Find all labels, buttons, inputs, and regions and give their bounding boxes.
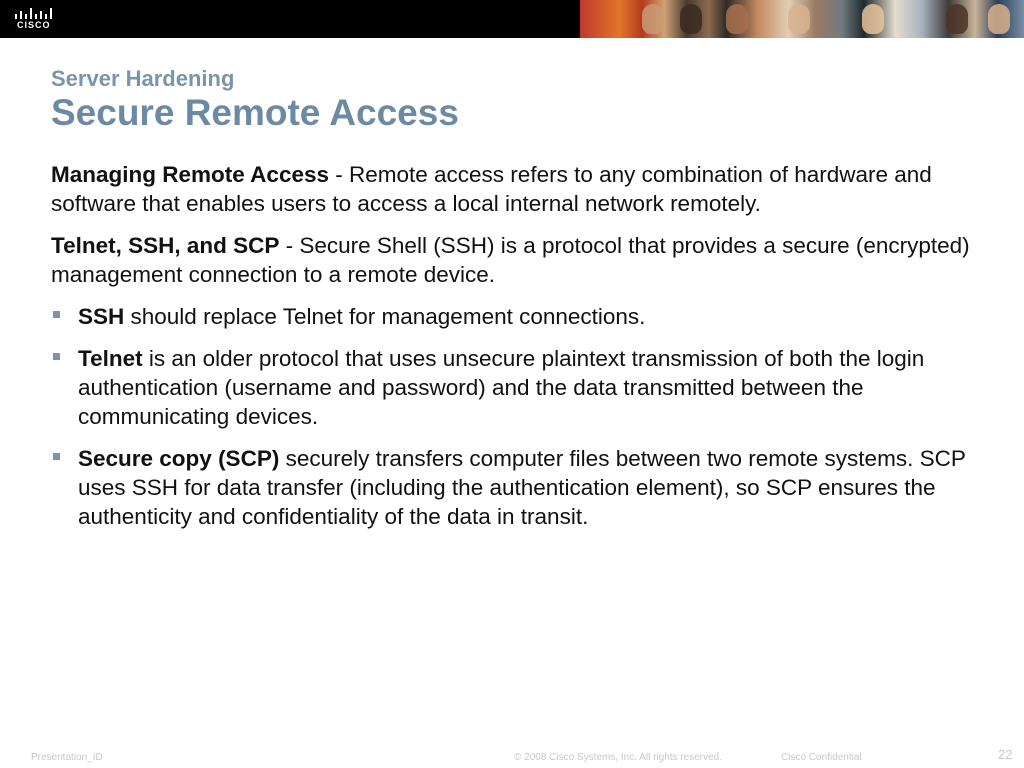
square-bullet-icon xyxy=(53,311,60,318)
footer-confidential: Cisco Confidential xyxy=(781,752,862,763)
square-bullet-icon xyxy=(53,353,60,360)
bullet-item-ssh xyxy=(51,302,971,331)
slide-title: Secure Remote Access xyxy=(51,92,459,133)
bullet-text: should replace Telnet for management connections. xyxy=(124,304,646,329)
logo-text: CISCO xyxy=(17,20,51,30)
bullet-item-scp xyxy=(51,444,971,531)
footer-copyright: © 2008 Cisco Systems, Inc. All rights reserved. xyxy=(514,752,723,763)
slide-body xyxy=(51,160,971,544)
slide-subtitle: Server Hardening xyxy=(51,66,235,91)
bullet-item-telnet xyxy=(51,344,971,431)
page-number: 22 xyxy=(998,747,1013,762)
bullet-text: securely transfers computer files between two remote systems. SCP uses SSH for data transfer (including the authentication element), so SCP ensures the authenticity and confidentiality of the data in transit. xyxy=(78,446,966,529)
paragraph-telnet-ssh-scp xyxy=(51,231,971,289)
square-bullet-icon xyxy=(53,453,60,460)
paragraph-heading: Managing Remote Access xyxy=(51,162,329,187)
paragraph-text: - Remote access refers to any combination of hardware and software that enables users to access a local internal network remotely. xyxy=(51,162,932,216)
footer-presentation-id: Presentation_ID xyxy=(31,752,103,763)
paragraph-heading: Telnet, SSH, and SCP xyxy=(51,233,280,258)
bullet-heading: Secure copy (SCP) xyxy=(78,446,280,471)
header-photo-strip xyxy=(580,0,1024,38)
bullet-heading: SSH xyxy=(78,304,125,329)
paragraph-managing-remote-access xyxy=(51,160,971,218)
header-bar xyxy=(0,0,1024,38)
paragraph-text: - Secure Shell (SSH) is a protocol that provides a secure (encrypted) management connection to a remote device. xyxy=(51,233,970,287)
bullet-text: is an older protocol that uses unsecure plaintext transmission of both the login authentication (username and password) and the data transmitted between the communicating devices. xyxy=(78,346,925,429)
bullet-heading: Telnet xyxy=(78,346,143,371)
